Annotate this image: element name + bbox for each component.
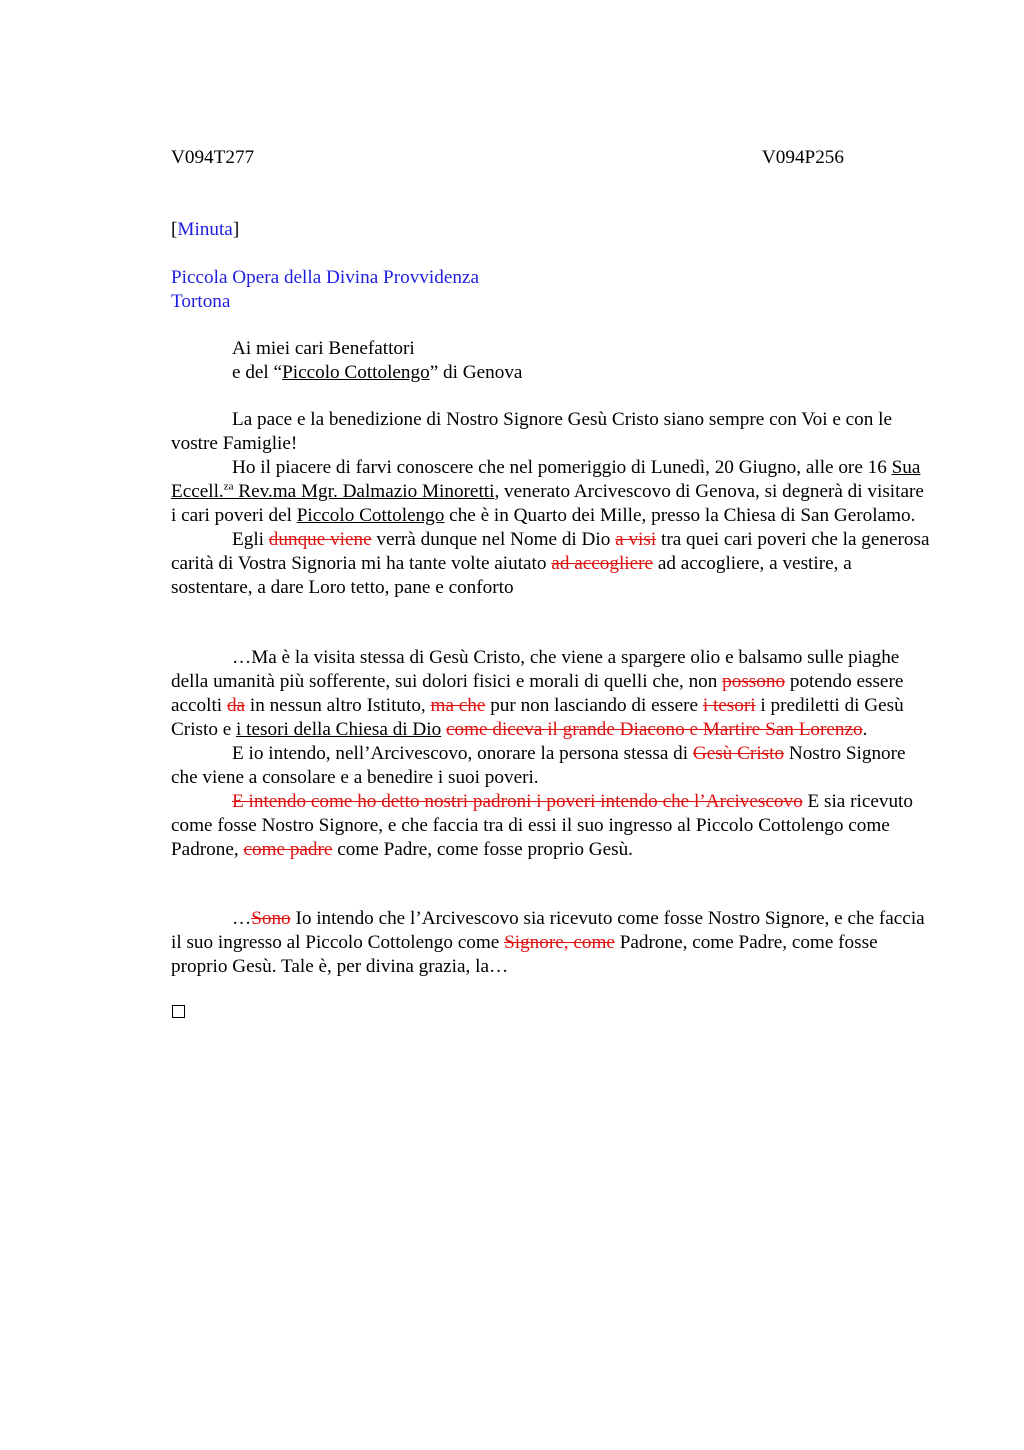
institution-city: Tortona xyxy=(171,291,231,312)
paragraph-greeting: La pace e la benedizione di Nostro Signore Gesù Cristo siano sempre con Voi e con le vostre Famiglie! xyxy=(171,409,893,454)
text-run: , venerato Arcivescovo di Genova, si degnerà di visitare i cari poveri del xyxy=(171,481,924,526)
text-run: Nostro Signore che viene a consolare e a benedire i suoi poveri. xyxy=(171,743,906,788)
institution-name: Piccola Opera della Divina Provvidenza xyxy=(171,267,479,288)
paragraph-reception xyxy=(171,790,931,862)
text-run: … xyxy=(232,908,252,929)
deleted-text: E intendo come ho detto nostri padroni i poveri intendo che l’Arcivescovo xyxy=(232,791,803,812)
title-text: Sua Eccell. xyxy=(171,457,921,502)
paragraph-christ-visit xyxy=(171,646,931,742)
address-line-2 xyxy=(171,361,931,385)
address-text: e del “ xyxy=(232,362,283,383)
deleted-text: Gesù Cristo xyxy=(692,743,785,764)
underlined-name: Piccolo Cottolengo xyxy=(282,362,430,383)
address-line-1: Ai miei cari Benefattori xyxy=(232,338,415,359)
title-superscript: za xyxy=(223,480,234,493)
deleted-text: ad accogliere xyxy=(551,553,654,574)
institution-block xyxy=(171,266,931,314)
deleted-text: da xyxy=(226,695,246,716)
text-run: verrà dunque nel Nome di Dio xyxy=(371,529,616,550)
text-run: . xyxy=(862,719,868,740)
letter-body-3 xyxy=(171,907,931,979)
letter-body-1 xyxy=(171,408,931,600)
minuta-label xyxy=(171,218,931,242)
deleted-text: Sono xyxy=(251,908,291,929)
text-run: ad accogliere, a vestire, a sostentare, a dare Loro tetto, pane e conforto xyxy=(171,553,852,598)
letter-body-2 xyxy=(171,646,931,862)
deleted-text: come diceva il grande Diacono e Martire San Lorenzo xyxy=(446,719,863,740)
bracket-open: [ xyxy=(171,219,178,240)
deleted-text: i tesori xyxy=(702,695,756,716)
text-run: come Padre, come fosse proprio Gesù. xyxy=(332,839,633,860)
deleted-text: dunque viene xyxy=(268,529,372,550)
address-block xyxy=(171,337,931,385)
deleted-text: come padre xyxy=(243,839,333,860)
text-run: pur non lasciando di essere xyxy=(485,695,703,716)
text-run: …Ma è la visita stessa di Gesù Cristo, che viene a spargere olio e balsamo sulle piaghe della umanità più sofferente, sui dolori fisici e morali di quelli che, non xyxy=(171,647,900,692)
minuta-text: Minuta xyxy=(177,219,233,240)
paragraph-intention xyxy=(171,742,931,790)
paragraph-final xyxy=(171,907,931,979)
text-run: E sia ricevuto come fosse Nostro Signore, e che faccia tra di essi il suo ingresso al Piccolo Cottolengo come Padrone, xyxy=(171,791,913,860)
deleted-text: a visi xyxy=(615,529,657,550)
paragraph-announcement xyxy=(171,456,931,528)
underlined-phrase: i tesori della Chiesa di Dio xyxy=(236,719,442,740)
text-run: Padrone, come Padre, come fosse proprio Gesù. Tale è, per divina grazia, la… xyxy=(171,932,878,977)
text-run: Ho il piacere di farvi conoscere che nel pomeriggio di Lunedì, 20 Giugno, alle ore 16 xyxy=(232,457,892,478)
text-run: Io intendo che l’Arcivescovo sia ricevuto come fosse Nostro Signore, e che faccia il suo ingresso al Piccolo Cottolengo come xyxy=(171,908,925,953)
deleted-text: Signore, come xyxy=(504,932,615,953)
text-run: tra quei cari poveri che la generosa carità di Vostra Signoria mi ha tante volte aiutato xyxy=(171,529,930,574)
paragraph-visit xyxy=(171,528,931,600)
header-row xyxy=(171,146,844,170)
text-run: in nessun altro Istituto, xyxy=(245,695,431,716)
bracket-close: ] xyxy=(232,219,240,240)
empty-square-marker xyxy=(172,1005,185,1018)
text-run: Egli xyxy=(232,529,269,550)
deleted-text: ma che xyxy=(430,695,486,716)
text-run: potendo essere accolti xyxy=(171,671,904,716)
text-run: che è in Quarto dei Mille, presso la Chiesa di San Gerolamo. xyxy=(444,505,916,526)
text-run: i prediletti di Gesù Cristo e xyxy=(171,695,904,740)
deleted-text: possono xyxy=(722,671,786,692)
title-text: Rev.ma Mgr. Dalmazio Minoretti xyxy=(233,481,495,502)
document-code-left: V094T277 xyxy=(171,147,255,168)
underlined-name: Piccolo Cottolengo xyxy=(296,505,445,526)
text-run: E io intendo, nell’Arcivescovo, onorare la persona stessa di xyxy=(232,743,693,764)
address-text: ” di Genova xyxy=(429,362,523,383)
document-code-right: V094P256 xyxy=(761,147,844,168)
